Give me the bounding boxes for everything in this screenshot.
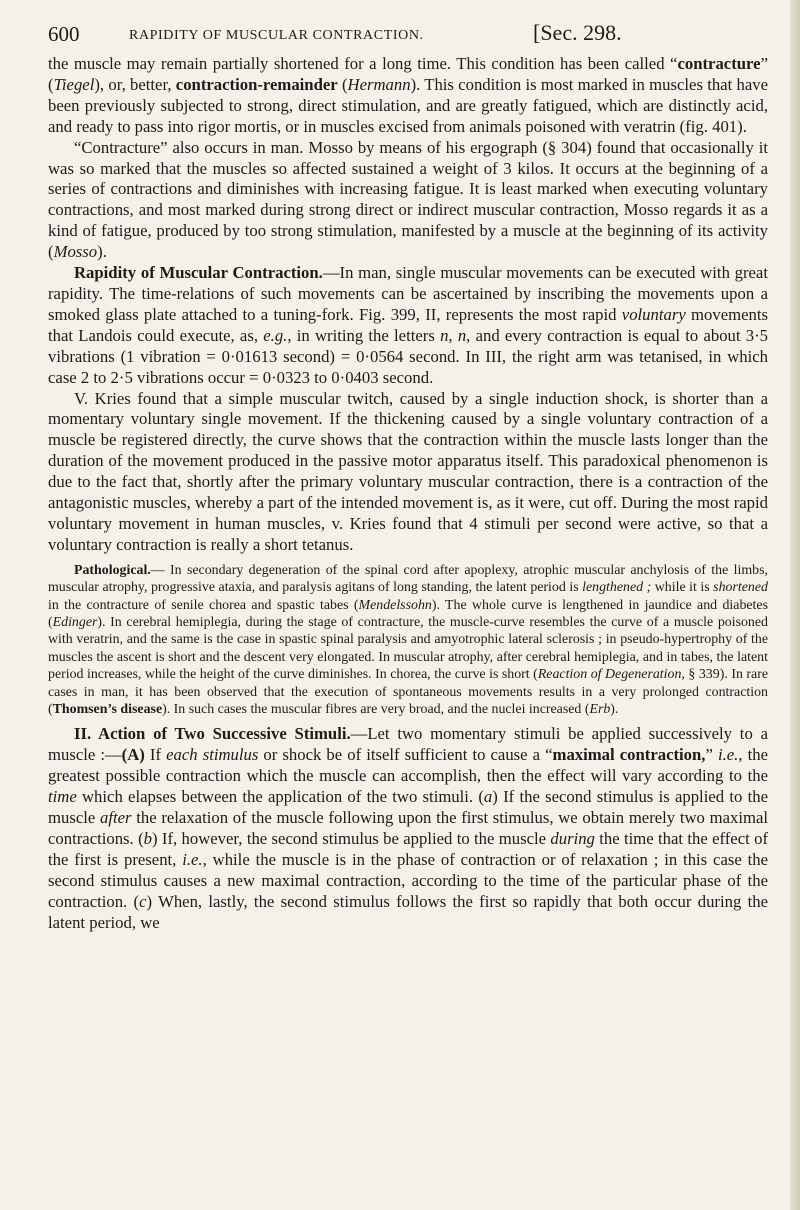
section-heading-pathological: Pathological.	[74, 562, 151, 578]
paragraph-two-stimuli: II. Action of Two Successive Stimuli.—Let two momentary stimuli be applied successively to a muscle :—(A) If each stimulus or shock be of itself sufficient to cause a “maximal contraction,” i.e., the greatest possible contraction which the muscle can accomplish, then the effect will vary according to the time which elapses between the application of the two stimuli. (a) If the second stimulus is applied to the muscle after the relaxation of the muscle following upon the first stimulus, we obtain merely two maximal contractions. (b) If, however, the second stimulus be applied to the muscle during the time that the effect of the first is present, i.e., while the muscle is in the phase of contraction or of relaxation ; in this case the second stimulus causes a new maximal contraction, according to the time of the particular phase of the contraction. (c) When, lastly, the second stimulus follows the first so rapidly that both occur during the latent period, we	[48, 724, 769, 932]
paragraph-pathological: Pathological.— In secondary degeneration of the spinal cord after apoplexy, atrophic muscular anchylosis of the limbs, muscular atrophy, progressive ataxia, and paralysis agitans of long standing, the latent period is lengthened ; while it is shortened in the contracture of senile chorea and spastic tabes (Mendelssohn). The whole curve is lengthened in jaundice and diabetes (Edinger). In cerebral hemiplegia, during the stage of contracture, the muscle-curve resembles the curve of a muscle poisoned with veratrin, and the same is the case in spastic spinal paralysis and amyotrophic lateral sclerosis ; in pseudo-hypertrophy of the muscles the ascent is short and the descent very elongated. In muscular atrophy, after cerebral hemiplegia, and in tabes, the latent period increases, while the height of the curve diminishes. In chorea, the curve is short (Reaction of Degeneration, § 339). In rare cases in man, it has been observed that the execution of spontaneous movements results in a very prolonged contraction (Thomsen’s disease). In such cases the muscular fibres are very broad, and the nuclei increased (Erb).	[48, 562, 768, 717]
section-heading-rapidity: Rapidity of Muscular Contraction.	[74, 263, 323, 283]
paragraph-contracture: the muscle may remain partially shortened for a long time. This condition has been called “contracture” (Tiegel), or, better, contraction-remainder (Hermann). This condition is most marked in muscles that have been previously subjected to strong, direct stimulation, and are greatly fatigued, which are distinctly acid, and ready to pass into rigor mortis, or in muscles excised from animals poisoned with veratrin (fig. 401).	[48, 54, 768, 136]
running-title: RAPIDITY OF MUSCULAR CONTRACTION.	[129, 28, 424, 43]
paragraph-contracture-man: “Contracture” also occurs in man. Mosso by means of his ergograph (§ 304) found that occasionally it was so marked that the muscles so affected sustained a weight of 3 kilos. It occurs at the beginning of a series of contractions and diminishes with increasing fatigue. It is least marked when executing voluntary contractions, and most marked during strong direct or indirect muscular contraction, Mosso regards it as a kind of fatigue, produced by too strong stimulation, manifested by a muscle at the beginning of its activity (Mosso).	[48, 137, 768, 262]
paragraph-rapidity: Rapidity of Muscular Contraction.—In man, single muscular movements can be executed with great rapidity. The time-relations of such movements can be ascertained by inscribing the movements upon a smoked glass plate attached to a tuning-fork. Fig. 399, II, represents the most rapid voluntary movements that Landois could execute, as, e.g., in writing the letters n, n, and every contraction is equal to about 3·5 vibrations (1 vibration = 0·01613 second) = 0·0564 second. In III, the right arm was tetanised, in which case 2 to 2·5 vibrations occur = 0·0323 to 0·0403 second.	[48, 263, 769, 387]
page-number: 600	[48, 22, 80, 46]
book-page	[48, 14, 768, 933]
page-edge	[790, 0, 800, 1210]
section-heading-two-stimuli: II. Action of Two Successive Stimuli.	[74, 724, 351, 744]
paragraph-kries: V. Kries found that a simple muscular twitch, caused by a single induction shock, is shorter than a momentary voluntary single movement. If the thickening caused by a single voluntary contraction of a muscle be registered directly, the curve shows that the contraction within the muscle lasts longer than the duration of the movement produced in the passive motor apparatus itself. This paradoxical phenomenon is due to the fact that, shortly after the primary voluntary muscular contraction, there is a contraction of the antagonistic muscles, whereby a part of the intended movement is, as it were, cut off. During the most rapid voluntary movement in human muscles, v. Kries found that 4 stimuli per second were active, so that a voluntary contraction is really a short tetanus.	[48, 388, 768, 554]
running-header	[48, 14, 768, 54]
section-label: [Sec. 298.	[533, 20, 622, 45]
